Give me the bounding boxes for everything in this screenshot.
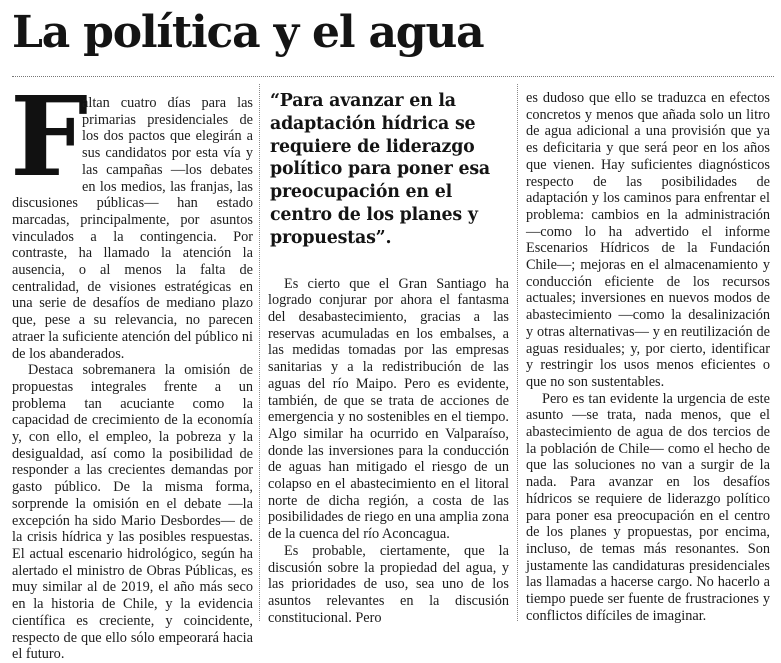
pull-quote: “Para avanzar en la adaptación hídrica se requiere de liderazgo político para poner esa preocupación en el centro de los planes y propuestas”. xyxy=(270,91,490,248)
column-divider-2 xyxy=(517,84,518,621)
drop-cap: F xyxy=(10,72,89,201)
column-2 xyxy=(268,90,509,629)
paragraph: Pero es tan evidente la urgencia de este asunto —se trata, nada menos, que el abastecimiento de agua de dos tercios de la población de Chile— como el hecho de que las soluciones no van a surgir de la nada. Para avanzar en los desafíos hídricos se requiere de liderazgo político para poner esa preocupación en el centro de los planes y propuestas, por encima, incluso, de temas más resonantes. Son justamente las candidaturas presidenciales las llamadas a hacerse cargo. No hacerlo a tiempo puede ser fuente de frustraciones y conflictos difíciles de imaginar. xyxy=(526,390,770,624)
article-headline: La política y el agua xyxy=(12,7,484,58)
column-3 xyxy=(526,90,770,629)
headline-divider xyxy=(12,76,774,77)
paragraph: Es cierto que el Gran Santiago ha logrado conjurar por ahora el fantasma del desabastecimiento, gracias a las reservas acumuladas en los embalses, a las medidas tomadas por las empresas sanitarias y a la redistribución de las aguas del río Maipo. Pero es evidente, también, de que se trata de acciones de emergencia y no sostenibles en el tiempo. Algo similar ha ocurrido en Valparaíso, donde las inversiones para la conducción de aguas han mitigado el riesgo de un colapso en el abastecimiento en el litoral norte de dicha región, a costa de las posibilidades de riego en una amplia zona de la cuenca del río Aconcagua. xyxy=(268,275,509,543)
column-1 xyxy=(10,72,253,663)
paragraph: Es probable, ciertamente, que la discusión sobre la propiedad del agua, y las prioridades de uso, sea uno de los asuntos relevantes en la discusión constitucional. Pero xyxy=(268,542,509,626)
paragraph: altan cuatro días para las primarias presidenciales de los dos pactos que elegirán a sus candidatos por esta vía y las campañas —los debates en los medios, las franjas, las discusiones públicas— han estado marcadas, principalmente, por asuntos vinculados a la contingencia. Por contraste, ha llamado la atención la ausencia, o al menos la falta de centralidad, de visiones estratégicas en una serie de desafíos de mediano plazo que, pese a su relevancia, no parecen atraer la suficiente atención del público ni de los abanderados. xyxy=(12,95,253,362)
column-divider-1 xyxy=(259,84,260,621)
paragraph: es dudoso que ello se traduzca en efectos concretos y menos que añada solo un litro de agua adicional a una provisión que ya es deficitaria y que será peor en los años que vienen. Hay suficientes diagnósticos respecto de las posibilidades de adaptación y los caminos para enfrentar el problema: cambios en la administración —como lo ha advertido el informe Escenarios Hídricos de la Fundación Chile—; mejoras en el almacenamiento y conducción eficiente de los recursos actuales; inversiones en nuevos modos de abastecimiento —como la desalinización y otras alternativas— y en reutilización de aguas residuales; y, por cierto, identificar y restringir los usos menos eficientes o que no son sustentables. xyxy=(526,90,770,390)
paragraph: Destaca sobremanera la omisión de propuestas integrales frente a un problema tan acuciante como la capacidad de crecimiento de la economía y, con ello, el empleo, la pobreza y la desigualdad, así como la posibilidad de responder a las crecientes demandas por gasto público. De la misma forma, sorprende la omisión en el debate —la excepción ha sido Mario Desbordes— de la crisis hídrica y las posibles respuestas. El actual escenario hidrológico, según ha alertado el ministro de Obras Públicas, es muy similar al de 2019, el año más seco en la historia de Chile, y la evidencia científica es creciente, y coincidente, respecto de que ello sólo empeorará hacia el futuro. xyxy=(12,362,253,663)
